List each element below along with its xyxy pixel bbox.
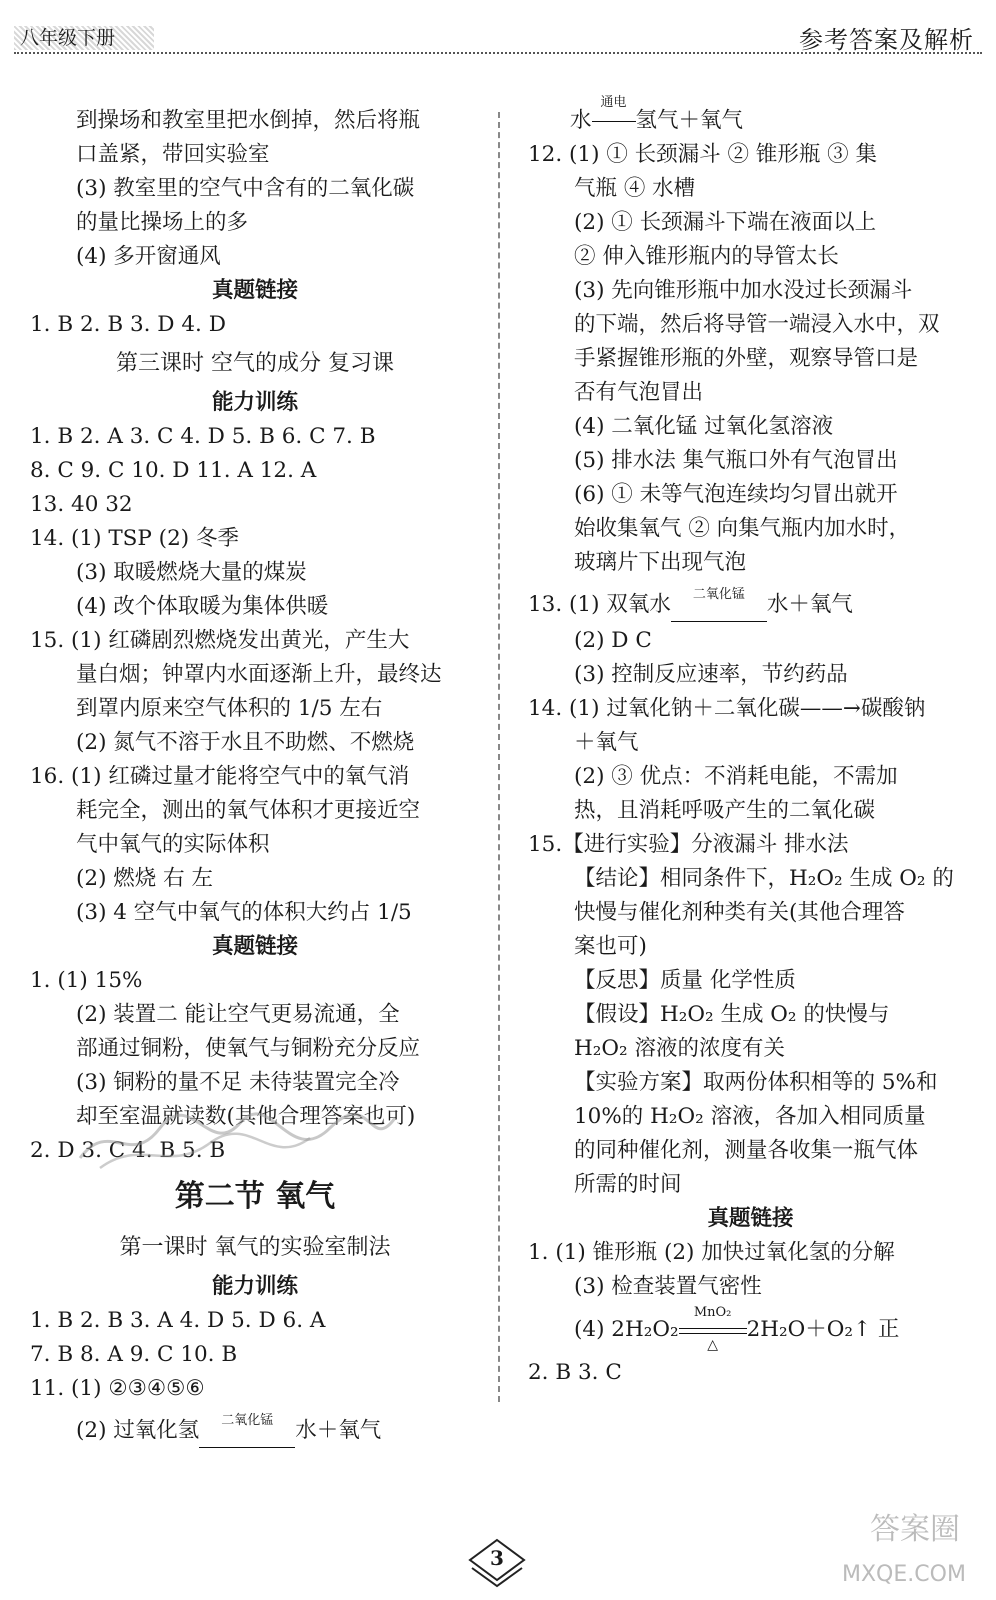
answer-line: 口盖紧，带回实验室 (76, 142, 270, 167)
answer-line: (6) ① 未等气泡连续均匀冒出就开 (574, 482, 898, 507)
answer-line: H₂O₂ 溶液的浓度有关 (574, 1036, 785, 1061)
answer-line: (3) 铜粉的量不足 未待装置完全冷 (76, 1070, 400, 1095)
header-title: 参考答案及解析 (799, 26, 974, 54)
answer-line: 手紧握锥形瓶的外壁，观察导管口是 (574, 346, 919, 371)
answer-line: (4) 二氧化锰 过氧化氢溶液 (574, 414, 834, 439)
answer-line: 案也可) (574, 934, 647, 959)
section-title: 第二节 氧气 (174, 1179, 336, 1214)
answer-line: 始收集氧气 ② 向集气瓶内加水时， (574, 516, 911, 541)
watermark-logo: 答案圈 (870, 1512, 960, 1547)
answer-line: 2. B 3. C (528, 1360, 622, 1385)
answer-line: 1. (1) 锥形瓶 (2) 加快过氧化氢的分解 (528, 1240, 895, 1265)
answer-line: 1. B 2. B 3. A 4. D 5. D 6. A (30, 1308, 326, 1333)
answer-line: (3) 检查装置气密性 (574, 1274, 762, 1299)
answer-line: (2) 装置二 能让空气更易流通，全 (76, 1002, 400, 1027)
answer-line: (3) 教室里的空气中含有的二氧化碳 (76, 176, 415, 201)
answer-line: (2) 氮气不溶于水且不助燃、不燃烧 (76, 730, 415, 755)
equation-product: 2H₂O＋O₂↑ 正 (746, 1317, 900, 1342)
answer-line: 16. (1) 红磷过量才能将空气中的氧气消 (30, 764, 410, 789)
answer-line: (4) 多开窗通风 (76, 244, 221, 269)
answer-line: 量白烟；钟罩内水面逐渐上升，最终达 (76, 662, 442, 687)
column-divider (498, 112, 500, 1402)
answer-line: 玻璃片下出现气泡 (574, 550, 747, 575)
right-column (528, 95, 973, 1390)
reaction-arrow (199, 1413, 295, 1456)
answer-line: 12. (1) ① 长颈漏斗 ② 锥形瓶 ③ 集 (528, 142, 877, 167)
answer-line: 的同种催化剂，测量各收集一瓶气体 (574, 1138, 919, 1163)
answer-line: (3) 控制反应速率，节约药品 (574, 662, 848, 687)
answer-line: 【反思】质量 化学性质 (574, 968, 796, 993)
equation-line (528, 580, 973, 624)
equation-line (528, 95, 973, 138)
subsection-heading: 真题链接 (707, 1206, 794, 1231)
equation-product: 水＋氧气 (295, 1418, 382, 1443)
answer-line: 10%的 H₂O₂ 溶液，各加入相同质量 (574, 1104, 926, 1129)
answer-line: 到罩内原来空气体积的 1/5 左右 (76, 696, 383, 721)
answer-line: 7. B 8. A 9. C 10. B (30, 1342, 238, 1367)
subsection-heading: 真题链接 (211, 934, 298, 959)
answer-line: ② 伸入锥形瓶内的导管太长 (574, 244, 839, 269)
heat-symbol: △ (707, 1337, 718, 1353)
answer-line: 2. D 3. C 4. B 5. B (30, 1138, 226, 1163)
answer-line: 气瓶 ④ 水槽 (574, 176, 696, 201)
answer-line: (2) ③ 优点：不消耗电能，不需加 (574, 764, 898, 789)
answer-line: 13. 40 32 (30, 492, 133, 517)
answer-line: ＋氧气 (574, 730, 639, 755)
answer-line: 11. (1) ②③④⑤⑥ (30, 1376, 205, 1401)
answer-line: 15.【进行实验】分液漏斗 排水法 (528, 832, 849, 857)
answer-line: (3) 4 空气中氧气的体积大约占 1/5 (76, 900, 412, 925)
subsection-heading: 真题链接 (211, 278, 298, 303)
equation-product: 氢气＋氧气 (635, 108, 744, 133)
answer-line: 14. (1) 过氧化钠＋二氧化碳——→碳酸钠 (528, 696, 926, 721)
answer-line: 1. (1) 15% (30, 968, 143, 993)
subsection-heading: 能力训练 (211, 1274, 298, 1299)
answer-line: 快慢与催化剂种类有关(其他合理答 (574, 900, 905, 925)
answer-line: 到操场和教室里把水倒掉，然后将瓶 (76, 108, 421, 133)
answer-line: (4) 改个体取暖为集体供暖 (76, 594, 329, 619)
answer-line: 8. C 9. C 10. D 11. A 12. A (30, 458, 317, 483)
answer-line: (3) 先向锥形瓶中加水没过长颈漏斗 (574, 278, 913, 303)
reaction-arrow (679, 1304, 747, 1356)
equation-line (528, 1304, 973, 1356)
pen-scribble (70, 1098, 400, 1178)
equation-line (30, 1406, 480, 1450)
answer-line: 热，且消耗呼吸产生的二氧化碳 (574, 798, 876, 823)
answer-line: 气中氧气的实际体积 (76, 832, 270, 857)
condition-label: 通电 (600, 95, 627, 110)
answer-line: 耗完全，测出的氧气体积才更接近空 (76, 798, 421, 823)
answer-line: 14. (1) TSP (2) 冬季 (30, 526, 239, 551)
answer-line: (5) 排水法 集气瓶口外有气泡冒出 (574, 448, 898, 473)
grade-label: 八年级下册 (14, 26, 154, 50)
watermark-url: MXQE.COM (842, 1562, 966, 1587)
catalyst-label: MnO₂ (693, 1305, 732, 1320)
lesson-title: 第一课时 氧气的实验室制法 (119, 1235, 391, 1260)
page-number: 3 (490, 1546, 504, 1570)
catalyst-label: 二氧化锰 (692, 587, 745, 602)
answer-line: 的量比操场上的多 (76, 210, 249, 235)
lesson-title: 第三课时 空气的成分 复习课 (116, 351, 394, 376)
equation-reactant: (2) 过氧化氢 (76, 1418, 200, 1443)
catalyst-label: 二氧化锰 (221, 1413, 274, 1428)
answer-line: 【实验方案】取两份体积相等的 5%和 (574, 1070, 938, 1095)
answer-line: 否有气泡冒出 (574, 380, 704, 405)
equation-reactant: (4) 2H₂O₂ (574, 1317, 679, 1342)
answer-line: 的下端，然后将导管一端浸入水中，双 (574, 312, 940, 337)
answer-line: 【结论】相同条件下，H₂O₂ 生成 O₂ 的 (574, 866, 954, 891)
equation-reactant: 13. (1) 双氧水 (528, 592, 671, 617)
answer-line: (2) ① 长颈漏斗下端在液面以上 (574, 210, 877, 235)
answer-line: 【假设】H₂O₂ 生成 O₂ 的快慢与 (574, 1002, 890, 1027)
header-rule (14, 52, 982, 54)
answer-line: (3) 取暖燃烧大量的煤炭 (76, 560, 307, 585)
answer-line: 部通过铜粉，使氧气与铜粉充分反应 (76, 1036, 421, 1061)
reaction-arrow (592, 95, 636, 138)
page-number-badge (466, 1538, 528, 1588)
answer-line: (2) 燃烧 右 左 (76, 866, 213, 891)
answer-line: (2) D C (574, 628, 652, 653)
subsection-heading: 能力训练 (211, 390, 298, 415)
answer-line: 却至室温就读数(其他合理答案也可) (76, 1104, 416, 1129)
answer-line: 15. (1) 红磷剧烈燃烧发出黄光，产生大 (30, 628, 410, 653)
answer-line: 1. B 2. A 3. C 4. D 5. B 6. C 7. B (30, 424, 376, 449)
answer-line: 1. B 2. B 3. D 4. D (30, 312, 226, 337)
left-column (30, 104, 480, 1450)
equation-reactant: 水 (570, 108, 592, 133)
answer-line: 所需的时间 (574, 1172, 682, 1197)
equation-product: 水＋氧气 (766, 592, 853, 617)
